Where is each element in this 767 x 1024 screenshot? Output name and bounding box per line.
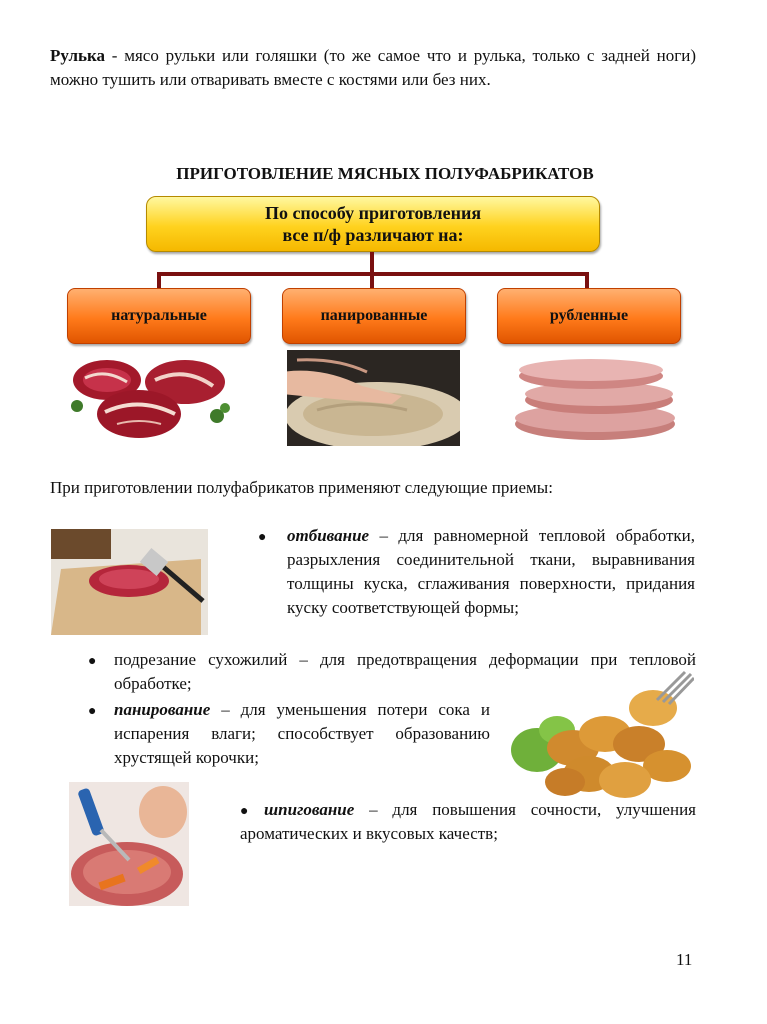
category-natural: натуральные: [67, 288, 251, 344]
intro-text: - мясо рульки или голяшки (то же самое что и рулька, только с задней ноги) можно тушить или отваривать вместе с костями или без них.: [50, 46, 696, 89]
technique-breading: [114, 698, 490, 770]
intro-paragraph: [50, 44, 696, 92]
category-minced: рубленные: [497, 288, 681, 344]
bullet-icon: ●: [258, 530, 267, 545]
lead-sentence: При приготовлении полуфабрикатов применяют следующие приемы:: [50, 478, 553, 497]
section-title: ПРИГОТОВЛЕНИЕ МЯСНЫХ ПОЛУФАБРИКАТОВ: [176, 164, 594, 183]
diagram-top-line2: все п/ф различают на:: [282, 225, 464, 245]
bullet-icon: ●: [88, 704, 97, 719]
intro-term: Рулька: [50, 46, 106, 65]
category-breaded: панированные: [282, 288, 466, 344]
technique-term: отбивание: [287, 526, 370, 545]
technique-pounding: [287, 524, 695, 620]
technique-text: – для равномерной тепловой обработки, разрыхления соединительной ткани, выравнивания толщины куска, сглаживания поверхности, придания куску соответствующей формы;: [287, 526, 695, 617]
breading-photo: [287, 350, 460, 446]
technique-larding: [240, 798, 696, 846]
technique-text: – для уменьшения потери сока и испарения влаги; способствует образованию хрустящей корочки;: [114, 700, 490, 767]
bullet-icon: ●: [88, 654, 97, 669]
technique-tendon-cutting: подрезание сухожилий – для предотвращения деформации при тепловой обработке;: [114, 650, 696, 693]
connector-left: [157, 272, 161, 289]
patties-photo: [507, 350, 679, 446]
technique-term: панирование: [114, 700, 211, 719]
connector-right: [585, 272, 589, 289]
steaks-photo: [67, 350, 238, 446]
diagram-top-line1: По способу приготовления: [264, 203, 482, 223]
technique-text: – для повышения сочности, улучшения ароматических и вкусовых качеств;: [240, 800, 696, 843]
connector-vertical-main: [370, 252, 374, 274]
connector-middle: [370, 272, 374, 289]
nuggets-photo: [507, 670, 694, 810]
diagram-top-box: [146, 196, 600, 252]
pounding-photo: [51, 529, 208, 635]
bullet-icon: ●: [240, 804, 249, 819]
technique-term: шпигование: [264, 800, 355, 819]
page-number: 11: [676, 950, 693, 969]
larding-photo: [69, 782, 189, 906]
